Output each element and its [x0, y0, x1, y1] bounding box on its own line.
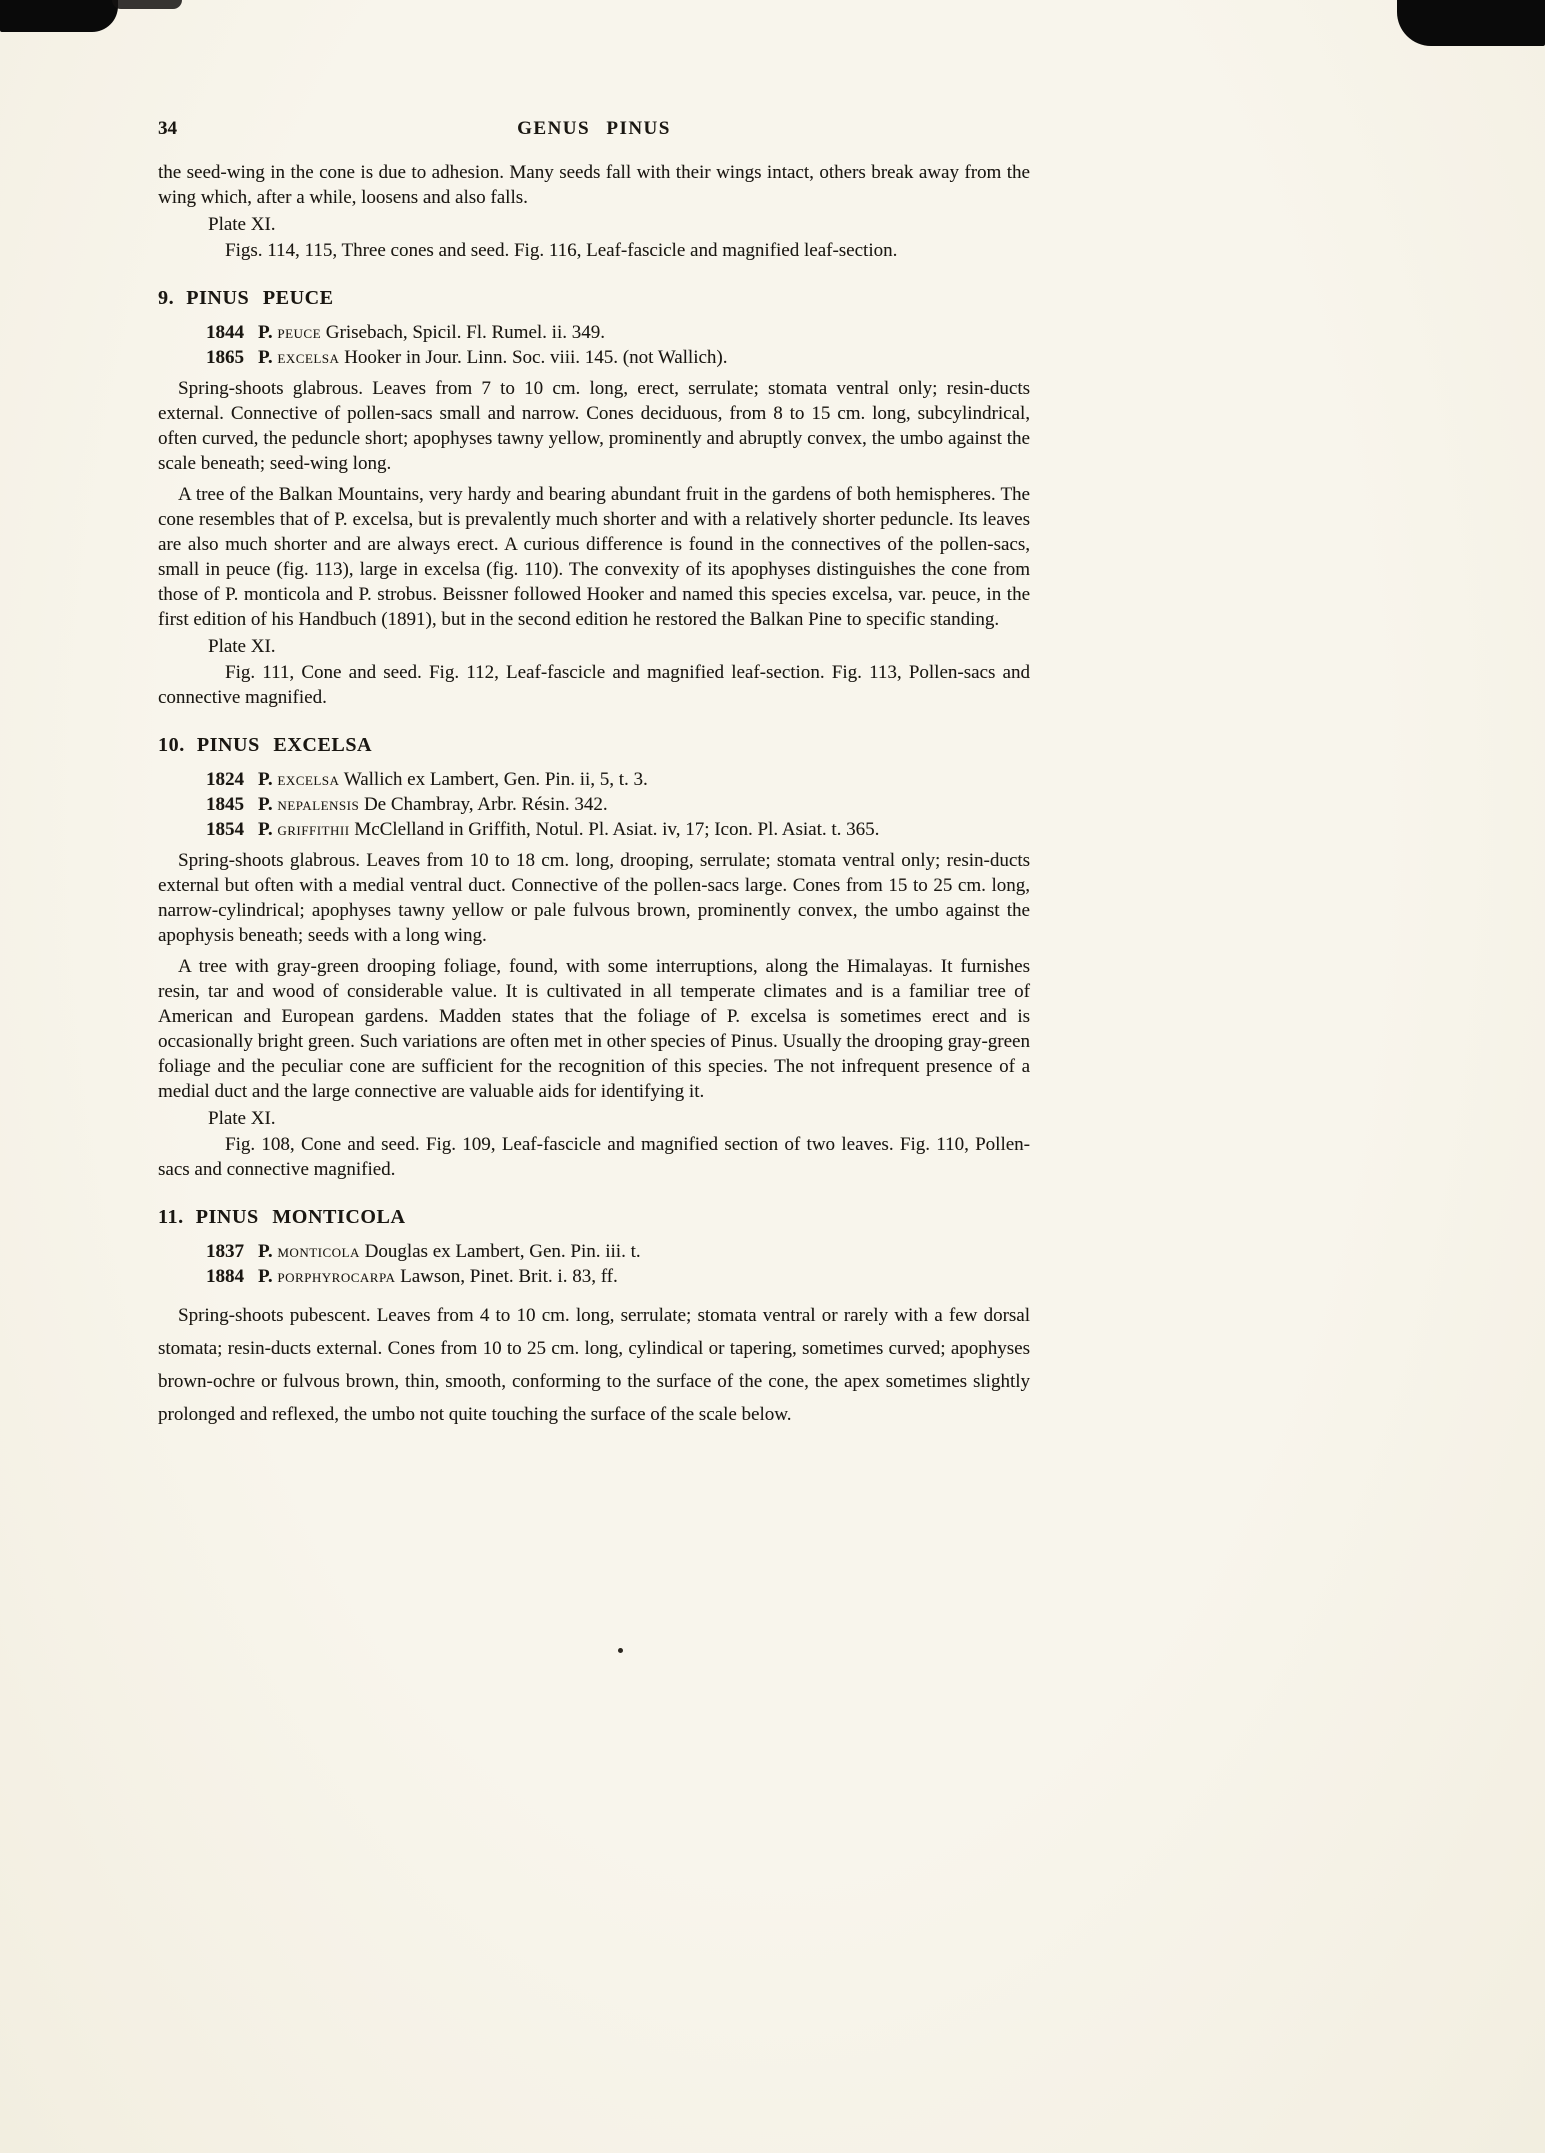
description-paragraph: A tree with gray-green drooping foliage, found, with some interruptions, along the Himalayas. It furnishes resin, tar and wood of considerable value. It is cultivated in all temperate climates and is a familiar tree of American and European gardens. Madden states that the foliage of P. excelsa is sometimes erect and is occasionally bright green. Such variations are often met in other species of Pinus. Usually the drooping gray-green foliage and the peculiar cone are sufficient for the recognition of this species. The not infrequent presence of a medial duct and the large connective are valuable aids for identifying it. — [158, 956, 1030, 1102]
scan-edge-artifact-top-right — [1397, 0, 1545, 46]
species-section-peuce — [158, 287, 1030, 710]
synonymy-line — [206, 817, 1030, 842]
plate-reference: Plate XI. — [208, 636, 276, 657]
synonymy-year: 1865 — [206, 347, 244, 368]
synonymy-citation: Douglas ex Lambert, Gen. Pin. iii. t. — [364, 1241, 641, 1262]
synonymy-year: 1845 — [206, 794, 244, 815]
species-title: PINUS EXCELSA — [196, 734, 373, 756]
species-epithet: griffithii — [277, 819, 350, 840]
synonymy-citation: Wallich ex Lambert, Gen. Pin. ii, 5, t. 3. — [343, 769, 648, 790]
species-section-monticola — [158, 1206, 1030, 1431]
synonymy-year: 1844 — [206, 322, 244, 343]
species-heading — [158, 1206, 1030, 1229]
synonymy-line — [206, 767, 1030, 792]
running-header: GENUS PINUS — [517, 118, 671, 139]
description-paragraph: Spring-shoots glabrous. Leaves from 7 to 10 cm. long, erect, serrulate; stomata ventral only; resin-ducts external. Connective of pollen-sacs small and narrow. Cones deciduous, from 8 to 15 cm. long, subcylindrical, often curved, the peduncle short; apophyses tawny yellow, prominently and abruptly convex, the umbo against the scale beneath; seed-wing long. — [158, 378, 1030, 474]
synonymy-citation: Hooker in Jour. Linn. Soc. viii. 145. (not Wallich). — [344, 347, 728, 368]
figure-caption: Figs. 114, 115, Three cones and seed. Fig. 116, Leaf-fascicle and magnified leaf-section. — [225, 240, 898, 261]
continuation-paragraph: the seed-wing in the cone is due to adhesion. Many seeds fall with their wings intact, others break away from the wing which, after a while, loosens and also falls. — [158, 162, 1030, 208]
species-heading — [158, 734, 1030, 757]
scan-edge-artifact-top-left — [0, 0, 118, 32]
ink-speck-artifact — [618, 1648, 623, 1653]
page-number: 34 — [158, 118, 177, 139]
species-title: PINUS MONTICOLA — [195, 1206, 406, 1228]
synonymy-year: 1824 — [206, 769, 244, 790]
species-heading — [158, 287, 1030, 310]
synonymy-line — [206, 1239, 1030, 1264]
synonymy-year: 1837 — [206, 1241, 244, 1262]
species-section-excelsa — [158, 734, 1030, 1182]
synonymy-line — [206, 792, 1030, 817]
species-epithet: excelsa — [277, 769, 340, 790]
scan-edge-smudge — [112, 0, 182, 9]
genus-abbrev: P. — [258, 794, 273, 815]
genus-abbrev: P. — [258, 347, 273, 368]
synonymy-line — [206, 345, 1030, 370]
species-number: 11. — [158, 1206, 184, 1228]
page-content — [158, 118, 1030, 1431]
species-epithet: peuce — [277, 322, 322, 343]
figure-caption: Fig. 108, Cone and seed. Fig. 109, Leaf-fascicle and magnified section of two leaves. Fig. 110, Pollen-sacs and connective magnified. — [158, 1134, 1030, 1180]
page-header — [158, 118, 1030, 144]
plate-reference: Plate XI. — [208, 214, 276, 235]
synonymy-line — [206, 320, 1030, 345]
plate-reference: Plate XI. — [208, 1108, 276, 1129]
synonymy-year: 1884 — [206, 1266, 244, 1287]
genus-abbrev: P. — [258, 819, 273, 840]
figure-caption: Fig. 111, Cone and seed. Fig. 112, Leaf-fascicle and magnified leaf-section. Fig. 113, Pollen-sacs and connective magnified. — [158, 662, 1030, 708]
species-epithet: monticola — [277, 1241, 360, 1262]
species-number: 10. — [158, 734, 185, 756]
synonymy-citation: Grisebach, Spicil. Fl. Rumel. ii. 349. — [325, 322, 605, 343]
description-paragraph: Spring-shoots glabrous. Leaves from 10 to 18 cm. long, drooping, serrulate; stomata ventral only; resin-ducts external but often with a medial ventral duct. Connective of the pollen-sacs large. Cones from 15 to 25 cm. long, narrow-cylindrical; apophyses tawny yellow or pale fulvous brown, prominently convex, the umbo against the apophysis beneath; seeds with a long wing. — [158, 850, 1030, 946]
genus-abbrev: P. — [258, 322, 273, 343]
synonymy-citation: McClelland in Griffith, Notul. Pl. Asiat. iv, 17; Icon. Pl. Asiat. t. 365. — [354, 819, 880, 840]
genus-abbrev: P. — [258, 1266, 273, 1287]
synonymy-line — [206, 1264, 1030, 1289]
synonymy-citation: Lawson, Pinet. Brit. i. 83, ff. — [400, 1266, 618, 1287]
species-number: 9. — [158, 287, 175, 309]
synonymy-citation: De Chambray, Arbr. Résin. 342. — [363, 794, 608, 815]
species-epithet: porphyrocarpa — [277, 1266, 396, 1287]
species-epithet: excelsa — [277, 347, 340, 368]
species-title: PINUS PEUCE — [186, 287, 334, 309]
species-epithet: nepalensis — [277, 794, 360, 815]
genus-abbrev: P. — [258, 1241, 273, 1262]
synonymy-year: 1854 — [206, 819, 244, 840]
description-paragraph: Spring-shoots pubescent. Leaves from 4 to 10 cm. long, serrulate; stomata ventral or rarely with a few dorsal stomata; resin-ducts external. Cones from 10 to 25 cm. long, cylindical or tapering, sometimes curved; apophyses brown-ochre or fulvous brown, thin, smooth, conforming to the surface of the cone, the apex sometimes slightly prolonged and reflexed, the umbo not quite touching the surface of the scale below. — [158, 1305, 1030, 1425]
description-paragraph: A tree of the Balkan Mountains, very hardy and bearing abundant fruit in the gardens of both hemispheres. The cone resembles that of P. excelsa, but is prevalently much shorter and with a relatively shorter peduncle. Its leaves are also much shorter and are always erect. A curious difference is found in the connectives of the pollen-sacs, small in peuce (fig. 113), large in excelsa (fig. 110). The convexity of its apophyses distinguishes the cone from those of P. monticola and P. strobus. Beissner followed Hooker and named this species excelsa, var. peuce, in the first edition of his Handbuch (1891), but in the second edition he restored the Balkan Pine to specific standing. — [158, 484, 1030, 630]
genus-abbrev: P. — [258, 769, 273, 790]
